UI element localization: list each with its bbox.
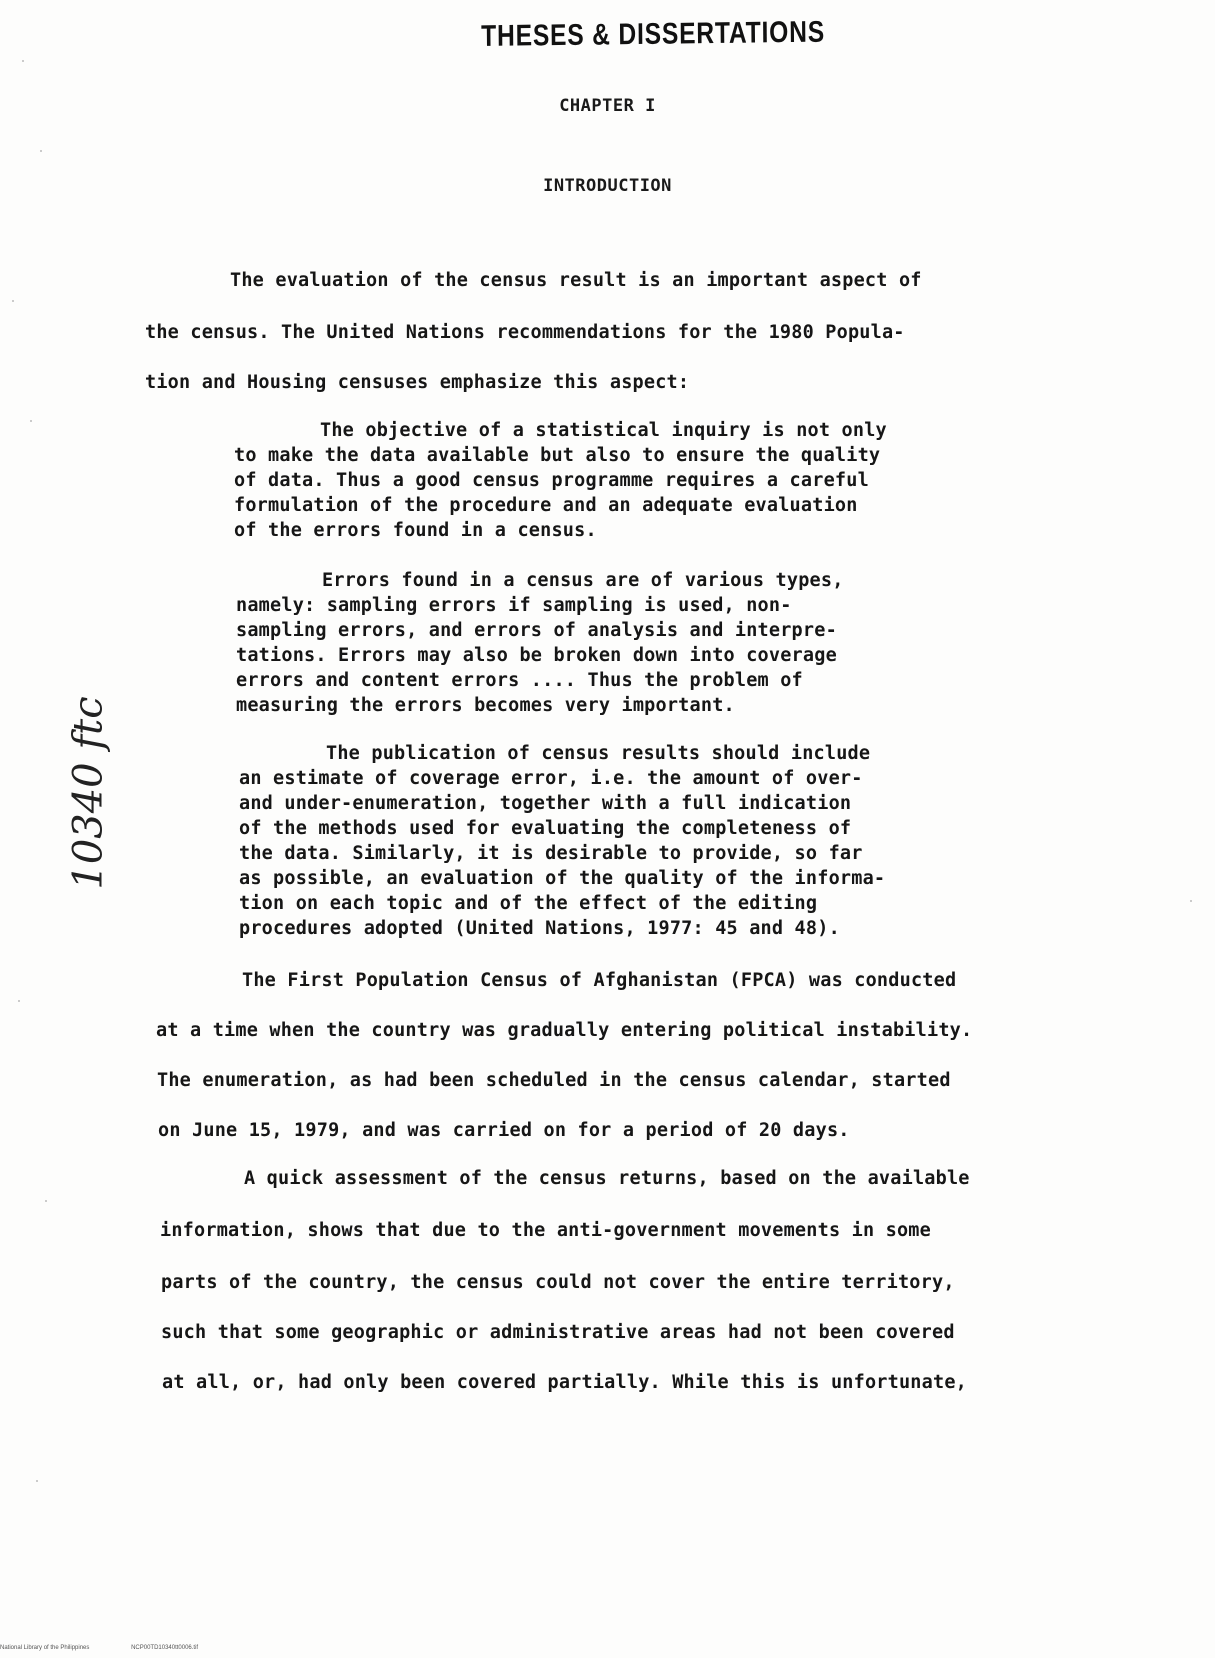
paragraph-line: information, shows that due to the anti-government movements in some bbox=[160, 1220, 931, 1241]
quote-line: tion on each topic and of the effect of the editing bbox=[239, 893, 818, 914]
chapter-label: CHAPTER I bbox=[559, 96, 656, 116]
paragraph-line: tion and Housing censuses emphasize this aspect: bbox=[145, 372, 690, 393]
scan-speck bbox=[36, 1480, 38, 1482]
paragraph-line: at a time when the country was gradually entering political instability. bbox=[156, 1020, 973, 1041]
paragraph-line: parts of the country, the census could not cover the entire territory, bbox=[161, 1272, 955, 1293]
quote-line: an estimate of coverage error, i.e. the amount of over- bbox=[239, 768, 863, 789]
quote-line: Errors found in a census are of various types, bbox=[322, 570, 844, 591]
paragraph-line: at all, or, had only been covered partially. While this is unfortunate, bbox=[162, 1372, 967, 1393]
quote-line: tations. Errors may also be broken down into coverage bbox=[236, 645, 837, 666]
scan-speck bbox=[22, 60, 24, 62]
quote-line: formulation of the procedure and an adequate evaluation bbox=[234, 495, 858, 516]
paragraph-line: The First Population Census of Afghanistan (FPCA) was conducted bbox=[242, 970, 957, 991]
footer-file-id: NCP00TD10340tt0006.tif bbox=[131, 1645, 199, 1651]
quote-line: the data. Similarly, it is desirable to provide, so far bbox=[239, 843, 863, 864]
paragraph-line: on June 15, 1979, and was carried on for a period of 20 days. bbox=[158, 1120, 850, 1141]
quote-line: to make the data available but also to ensure the quality bbox=[234, 445, 881, 466]
paragraph-line: The enumeration, as had been scheduled in the census calendar, started bbox=[157, 1070, 951, 1091]
section-title-text: INTRODUCTION bbox=[543, 176, 672, 196]
paragraph-line: The evaluation of the census result is an important aspect of bbox=[230, 270, 922, 291]
paragraph-line: such that some geographic or administrative areas had not been covered bbox=[161, 1322, 955, 1343]
scan-speck bbox=[40, 150, 42, 152]
quote-line: of data. Thus a good census programme requires a careful bbox=[234, 470, 869, 491]
quote-line: sampling errors, and errors of analysis and interpre- bbox=[236, 620, 837, 641]
quote-line: The publication of census results should include bbox=[326, 743, 871, 764]
quote-line: of the methods used for evaluating the completeness of bbox=[239, 818, 852, 839]
chapter-heading bbox=[0, 96, 1215, 116]
theses-stamp: THESES & DISSERTATIONS bbox=[481, 15, 826, 53]
scan-speck bbox=[1190, 900, 1192, 902]
footer-library: National Library of the Philippines bbox=[0, 1645, 90, 1651]
handwritten-margin-note: 10340 ftc bbox=[65, 696, 112, 890]
quote-line: errors and content errors .... Thus the problem of bbox=[236, 670, 803, 691]
scan-footer bbox=[0, 1645, 238, 1651]
quote-line: The objective of a statistical inquiry is not only bbox=[320, 420, 887, 441]
section-title bbox=[0, 176, 1215, 196]
quote-line: namely: sampling errors if sampling is used, non- bbox=[236, 595, 792, 616]
quote-line: and under-enumeration, together with a full indication bbox=[239, 793, 852, 814]
quote-line: measuring the errors becomes very important. bbox=[236, 695, 735, 716]
paragraph-line: the census. The United Nations recommendations for the 1980 Popula- bbox=[145, 322, 905, 343]
quote-line: of the errors found in a census. bbox=[234, 520, 597, 541]
quote-line: procedures adopted (United Nations, 1977: 45 and 48). bbox=[239, 918, 840, 939]
quote-line: as possible, an evaluation of the quality of the informa- bbox=[239, 868, 886, 889]
scan-speck bbox=[12, 300, 14, 302]
paragraph-line: A quick assessment of the census returns, based on the available bbox=[244, 1168, 970, 1189]
scan-speck bbox=[18, 1000, 20, 1002]
scan-speck bbox=[45, 1200, 47, 1202]
scan-speck bbox=[30, 420, 32, 422]
